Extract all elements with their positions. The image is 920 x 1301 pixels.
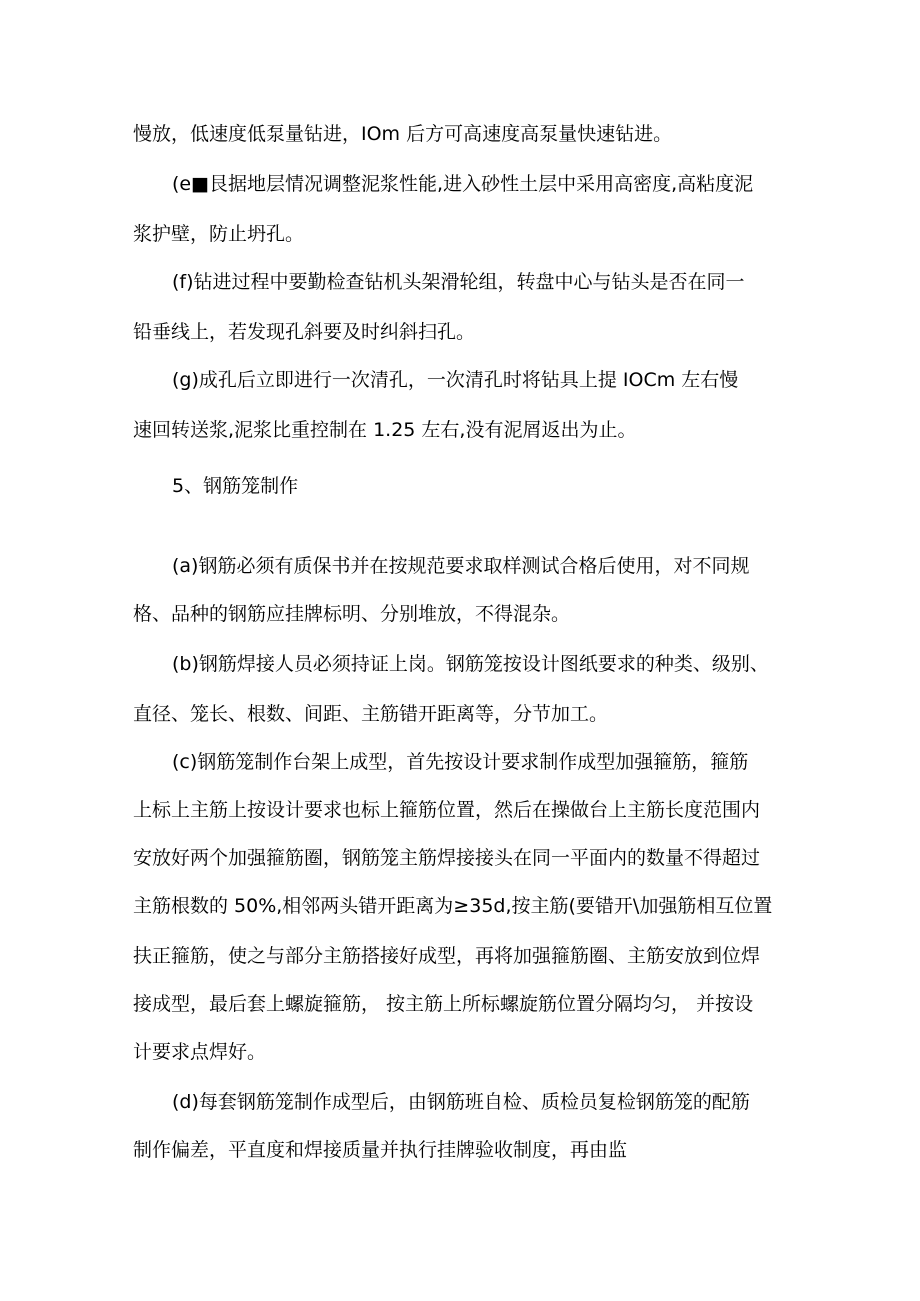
text-line: 速回转送浆,泥浆比重控制在 1.25 左右,没有泥屑返出为止。	[133, 419, 637, 441]
text-line: 计要求点焊好。	[133, 1041, 267, 1063]
text-line: 主筋根数的 50%,相邻两头错开距离为≥35d,按主筋(要错开\加强筋相互位置	[133, 895, 773, 917]
text-line: (c)钢筋笼制作台架上成型，首先按设计要求制作成型加强箍筋，箍筋	[172, 751, 749, 773]
text-line: 格、品种的钢筋应挂牌标明、分别堆放，不得混杂。	[133, 603, 571, 625]
text-line: 接成型，最后套上螺旋箍筋， 按主筋上所标螺旋筋位置分隔均匀， 并按设	[133, 993, 754, 1015]
text-line: 安放好两个加强箍筋圈，钢筋笼主筋焊接接头在同一平面内的数量不得超过	[133, 847, 761, 869]
text-line: 慢放，低速度低泵量钻进，IOm 后方可高速度高泵量快速钻进。	[133, 123, 673, 145]
text-line: (g)成孔后立即进行一次清孔，一次清孔时将钻具上提 IOCm 左右慢	[172, 369, 739, 391]
text-line: 直径、笼长、根数、间距、主筋错开距离等，分节加工。	[133, 703, 609, 725]
text-line: (a)钢筋必须有质保书并在按规范要求取样测试合格后使用，对不同规	[172, 555, 750, 577]
section-heading: 5、钢筋笼制作	[172, 475, 299, 497]
text-line: (b)钢筋焊接人员必须持证上岗。钢筋笼按设计图纸要求的种类、级别、	[172, 653, 769, 675]
text-line: 上标上主筋上按设计要求也标上箍筋位置，然后在操做台上主筋长度范围内	[133, 799, 761, 821]
text-line: 浆护壁，防止坍孔。	[133, 223, 305, 245]
text-line: (e■艮据地层情况调整泥浆性能,进入砂性土层中采用高密度,高粘度泥	[172, 173, 754, 195]
text-line: (f)钻进过程中要勤检查钻机头架滑轮组，转盘中心与钻头是否在同一	[172, 271, 745, 293]
text-line: 制作偏差，平直度和焊接质量并执行挂牌验收制度，再由监	[133, 1139, 628, 1161]
text-line: 扶正箍筋，使之与部分主筋搭接好成型，再将加强箍筋圈、主筋安放到位焊	[133, 945, 761, 967]
text-line: (d)每套钢筋笼制作成型后，由钢筋班自检、质检员复检钢筋笼的配筋	[172, 1091, 750, 1113]
text-line: 铅垂线上，若发现孔斜要及时纠斜扫孔。	[133, 321, 476, 343]
